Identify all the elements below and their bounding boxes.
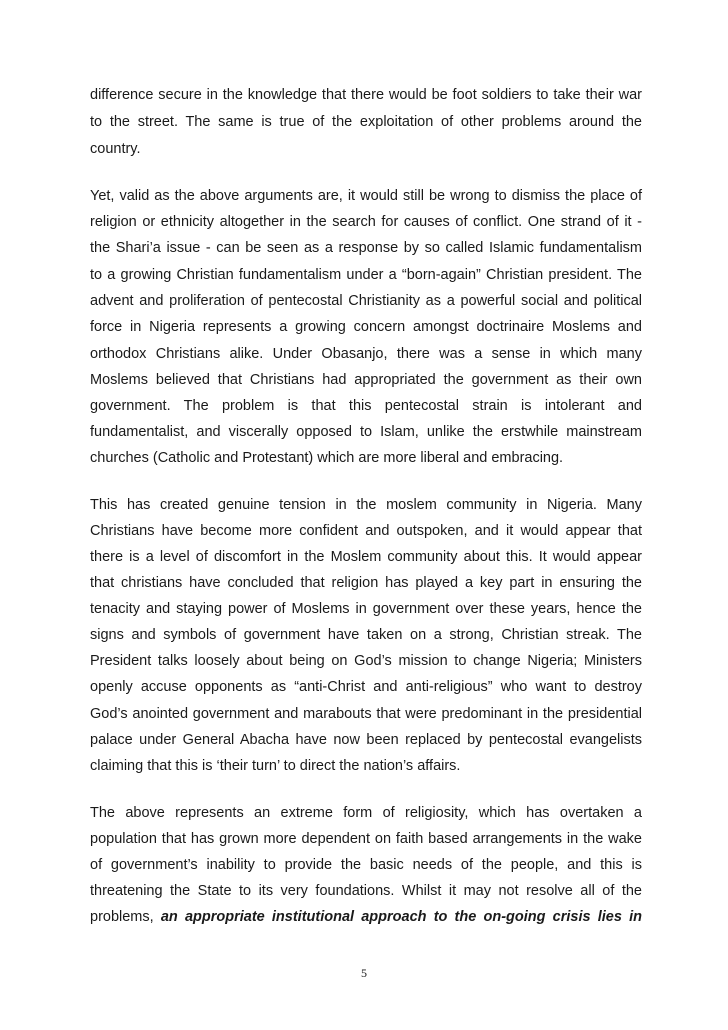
- text-line: religion or ethnicity altogether in the search for causes of conflict. One strand of it -: [90, 214, 642, 230]
- text-line: to the street. The same is true of the exploitation of other problems around the: [90, 114, 642, 130]
- text-line: signs and symbols of government have taken on a strong, Christian streak. The: [90, 627, 642, 643]
- text-line: country.: [90, 141, 141, 157]
- text-line: Yet, valid as the above arguments are, it would still be wrong to dismiss the place of: [90, 188, 642, 204]
- text-line: churches (Catholic and Protestant) which are more liberal and embracing.: [90, 450, 564, 466]
- text-line: advent and proliferation of pentecostal Christianity as a powerful social and political: [90, 293, 642, 309]
- text-line: claiming that this is ‘their turn’ to direct the nation’s affairs.: [90, 758, 461, 774]
- text-line: This has created genuine tension in the moslem community in Nigeria. Many: [90, 497, 642, 513]
- text-line: difference secure in the knowledge that there would be foot soldiers to take their war: [90, 87, 642, 103]
- text-line: to a growing Christian fundamentalism under a “born-again” Christian president. The: [90, 267, 642, 283]
- plain-text: problems,: [90, 909, 161, 925]
- text-line: that christians have concluded that religion has played a key part in ensuring the: [90, 575, 642, 591]
- text-line: The above represents an extreme form of religiosity, which has overtaken a: [90, 805, 642, 821]
- text-line: openly accuse opponents as “anti-Christ and anti-religious” who want to destroy: [90, 679, 642, 695]
- text-line: there is a level of discomfort in the Moslem community about this. It would appear: [90, 549, 642, 565]
- text-line: of government’s inability to provide the basic needs of the people, and this is: [90, 857, 642, 873]
- text-line: Christians have become more confident and outspoken, and it would appear that: [90, 523, 642, 539]
- text-line: Moslems believed that Christians had appropriated the government as their own: [90, 372, 642, 388]
- text-line: palace under General Abacha have now been replaced by pentecostal evangelists: [90, 732, 642, 748]
- page-number: 5: [361, 966, 367, 980]
- text-line: President talks loosely about being on God’s mission to change Nigeria; Ministers: [90, 653, 642, 669]
- text-line: government. The problem is that this pentecostal strain is intolerant and: [90, 398, 642, 414]
- text-line: population that has grown more dependent on faith based arrangements in the wake: [90, 831, 642, 847]
- text-line: [90, 908, 642, 926]
- text-line: tenacity and staying power of Moslems in government over these years, hence the: [90, 601, 642, 617]
- text-line: God’s anointed government and marabouts that were predominant in the presidential: [90, 706, 642, 722]
- text-line: force in Nigeria represents a growing concern amongst doctrinaire Moslems and: [90, 319, 642, 335]
- text-line: threatening the State to its very foundations. Whilst it may not resolve all of the: [90, 883, 642, 899]
- emphasized-text: an appropriate institutional approach to the on-going crisis lies in: [160, 909, 643, 925]
- text-line: fundamentalist, and viscerally opposed to Islam, unlike the erstwhile mainstream: [90, 424, 642, 440]
- text-line: the Shari’a issue - can be seen as a response by so called Islamic fundamentalism: [90, 240, 642, 256]
- text-line: orthodox Christians alike. Under Obasanjo, there was a sense in which many: [90, 346, 642, 362]
